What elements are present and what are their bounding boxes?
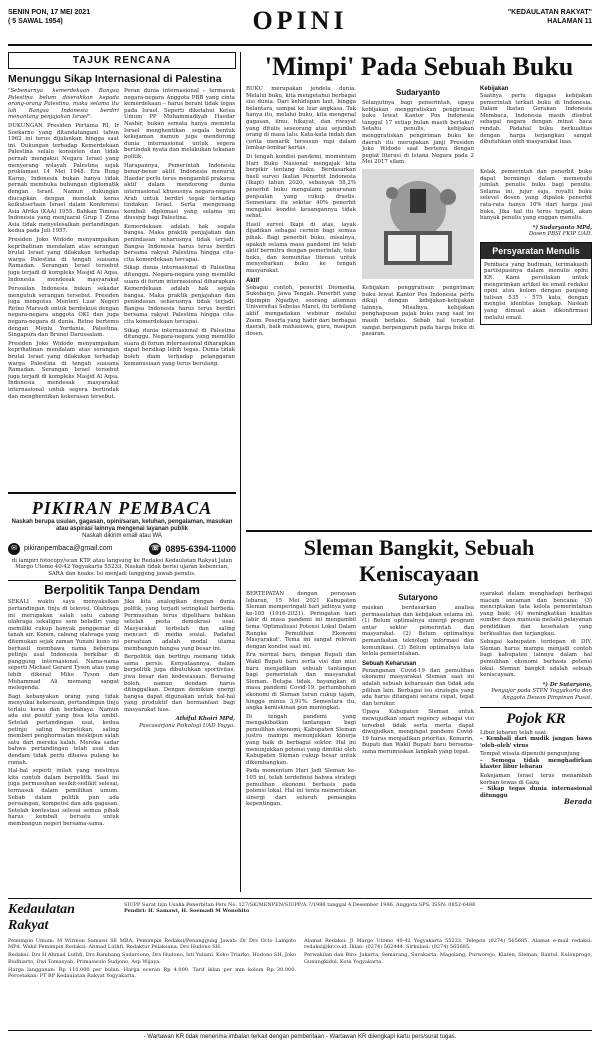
pojok-title: Pojok KR [506,710,566,727]
sleman-body-4: Pada momentum Hari Jadi Sleman ke-105 ini, telah terdefinisi bahwa strategi pemulihan ekonomi berbasis pada potensi lokal. Hal ini tentu memerlukan sinergi dari seluruh pemangku kepentingan. [246,768,356,808]
mimpi-author: Sudaryanto [395,88,440,97]
mimpi-col-2 [362,86,474,166]
persyaratan-box [480,242,592,325]
pembaca-author-role: Pascasarjana Psikologi UAD Yogya. [139,723,235,730]
pembaca-col-2 [124,599,235,827]
tajuk-body-6: Kemerdekaan adalah hak segala bangsa. Maka praktik penjajahan dan penindasan seharusnya tidak terjadi. Bangsa Indonesia harus terus berdiri bersama rakyat Palestina hingga cita-cita kemerdekaan tercapai. [124,223,235,263]
tajuk-title: Menunggu Sikap Internasional di Palestina [8,73,222,85]
pembaca-phone[interactable]: 0895-6394-11000 [165,543,236,554]
mimpi-body-6: Kebijakan penggratisan pengiriman buku lewat Kantor Pos Indonesia perlu dikaji dengan kebijakan-kebijakan lainnya. Misalnya, kebijakan penghapusan pajak buku yang saat ini masih berlaku. Sebab hal tersebut sangat berpengaruh pada harga buku di pasaran. [362,284,474,338]
pembaca-channel: Naskah dikirim email atau WA [82,533,162,539]
whatsapp-icon: ☏ [149,543,161,555]
sleman-body-7: Upaya Kabupaten Sleman untuk mewujudkan smart regency sebagai visi tersebut tidak serta merta dapat diwujudkan, mengingat pandemi Covid-19 harus menjadikan prioritas. Kemarin, Bupati dan Wakil Bupati baru bersama-sama merumuskan langkah yang tepat. [362,709,474,755]
masthead-text [124,902,592,934]
tajuk-body-3-repeat: Persoalan Indonesia bukan sekadar mengutuk serangan tersebut. Presiden juga mengutus Menteri Luar Negeri Retno Marsudi untuk berdiskusi dengan negara-negara anggota OKI dan juga negara-negara di dunia. Retno bertemu dengan Menlu Yordania, Palestina, Singapura dan Brunei Darussalam. [8,286,119,339]
sleman-author: Sutaryono [398,593,438,602]
mimpi-title: 'Mimpi' Pada Sebuah Buku [264,52,574,81]
persyaratan-body: Pembaca yang budiman, terimakasih partisipasinya dalam menulis opini KR. Kami persilakan untuk mengirimkan artikel ke email redaksi opini atau kolom dengan panjang tulisan 535 - 575 kata, dengan mengisi identitas lengkap. Naskah yang dimuat akan dikonfirmasi melalui email. [484,261,588,321]
tajuk-body-1: DUKUNGAN Presiden Pertama RI, Ir Soekarno yang ditandatangani tahun 1962 ini terus dijalankan hingga saat ini. Dukungan terhadap Kemerdekaan Palestina selalu konsisten dan tidak pernah mengakui Negara Israel yang menyerang wilayah Palestina sejak proklamasi 14 Mei 1948. Era Bung Karno, Indonesia bukan hanya tidak pernah membuka hubungan diplomatik dengan Israel. Namun dukungan diucapkan dengan menolak keras keikutsertaan Israel dalam Konferensi Asia Afrika (KAA) 1955. Bahkan Timnas Indonesia yang menjuarai Grup 1 Zona Asia tidak menyelesaikan pertandingan kedua pada Juli 1957. [8,122,119,235]
tajuk-body-7-repeat: Sikap dunia internasional di Palestina ditunggu. Negara-negara yang memiliki suara di forum internasional diharapkan dapat bersikap lebih tegas. Dunia tidak boleh diam terhadap pelanggaran kemanusiaan yang terus berulang. [124,327,235,367]
sleman-col-1 [246,591,356,808]
sleman-sub-1: Sebuah Keharusan [362,660,417,667]
mimpi-sub-2: Kebijakan [480,86,509,92]
sleman-col-2 [362,591,474,808]
pojok-item-1b: – Kembali dari mudik jangan bawa 'oleh-oleh' virus [480,736,592,749]
mail-icon: ✉ [8,543,20,555]
sleman-body-8: syarakat dalam menghadapi berbagai macam ancaman dan bencana; (3) menciptakan tata kelola pemerintahan yang baik; (4) meningkatkan kualitas sumber daya manusia melalui pelayanan pendidikan dan kesehatan yang berkualitas dan terjangkau. [480,591,592,637]
sleman-article [246,530,592,892]
pembaca-body-1: SEKALI waktu saya menyaksikan pertandingan tinju di televisi. Olahraga ini merupakan salah satu cabang olahraga sekaligus seni beladiri yang memiliki cukup banyak penggemar di tanah air. Konon, cabang olahraga yang ditemukan sejak zaman Yunani kuno ini berhasil membawa nama beberapa petinju asal Indonesia berkibar di panggung internasional. Nama-nama seperti Michael Gerard Tyson atau yang lebih dikenal Mike Tyson dan Muhammad Ali memang sangat melegenda. [8,599,119,692]
mimpi-columns [246,86,592,338]
mimpi-article [246,52,592,524]
masthead-details [8,938,592,979]
tajuk-col-1 [8,88,119,284]
tajuk-continued [8,286,236,488]
tajuk-body-2-repeat: Presiden Joko Widodo menyampaikan keprihatinan mendalam atas serangan brutal Israel yang dilakukan terhadap warga Palestina di tengah suasana Ramadan. Serangan Israel tersebut juga terjadi di kompleks Masjid Al Aqsa. Indonesia mendesak masyarakat internasional untuk segera bertindak dan menghentikan kekerasan tersebut. [8,340,119,400]
masthead-left [8,938,296,979]
tajuk-body-7: Sikap dunia internasional di Palestina ditunggu. Negara-negara yang memiliki suara di forum internasional diharapkan [124,265,235,284]
pikiran-pembaca [8,492,236,892]
pembaca-note: di lampiri fotocopy/scan KTP, atau langsung ke Redaksi Kedaulatan Rakyat Jalan Margo Utomo 40-42 Yogyakarta 55233. Naskah tidak berisi ujaran kebencian, SARA dan hoaks. Isi menjadi tanggung jawab penulis. [11,557,233,577]
pembaca-box-title: PIKIRAN PEMBACA [31,498,213,518]
pembaca-col-1 [8,599,119,827]
masthead-row [8,902,592,934]
pembaca-body-2: Bagi kebanyakan orang yang tidak menyukai kekerasan, pertandingan tinju terlalu keras dan berbahaya. Namun ada sisi positif yang bisa kita ambil. Setelah pertandingan usai, kedua petinju saling berpelukan, saling memberi penghormatan meskipun salah satu dari mereka kalah. Mereka sadar bahwa pertandingan telah usai dan dendam tidak perlu dibawa pulang ke rumah. [8,693,119,766]
sleman-body-6: Penanganan Covid-19 dan pemulihan ekonomi masyarakat Sleman saat ini adalah sebuah keharusan dan tidak ada pilihan lain. Berbagai isu strategis yang ada harus ditangani secara cepat, tepat dan terukur. [362,667,474,707]
tajuk-quote: "Sebenarnya kemerdekaan Bangsa Palestina belum diserahkan kepada orang-orang Palestina, maka selama itu lah Bangsa Indonesia berdiri menantang penjajahan Israel". [8,88,119,121]
tajuk-columns [8,88,236,284]
masthead-right [304,938,592,979]
tajuk-continued-columns [8,286,236,400]
header-paper-block [508,8,592,26]
header-date: SENIN PON, 17 MEI 2021 [8,9,91,16]
mimpi-body-7: Saatnya perlu digagas kebijakan pemerintah terkait buku di Indonesia. Dalam Ikatan Gerakan Indonesia Membaca, Indonesia masih disebut sebagai negara dengan minat baca rendah. Padahal buku berkualitas dengan harga terjangkau sangat dibutuhkan oleh masyarakat luas. [480,93,592,146]
column-divider [240,52,241,892]
pojok-sign: Berada [563,797,592,807]
pojok-item-3a: Kekejaman Israel terus menambah korban tewas di Gaza [480,773,592,786]
pojok-kr [480,707,592,807]
pembaca-author: Athiful Khoiri MPd, [175,716,235,723]
tajuk-body-6-repeat: Kemerdekaan adalah hak segala bangsa. Maka praktik penjajahan dan penindasan seharusnya tidak terjadi. Bangsa Indonesia harus terus berdiri bersama rakyat Palestina hingga cita-cita kemerdekaan tercapai. [124,286,235,325]
tajuk-col-2 [124,88,235,284]
pembaca-desc: Naskah berupa usulan, gagasan, opini/saran, keluhan, pengalaman, masukan atau aspirasi lainnya mengenai layanan publik [11,519,233,532]
sleman-body-3: Di tengah pandemi yang mengakibatkan tantangan bagi pemulihan ekonomi, Kabupaten Sleman justru mampu menunjukkan kinerja yang baik di berbagai sektor. Hal ini menunjukkan potensi yang dimiliki oleh Kabupaten Sleman cukup besar untuk dikembangkan. [246,713,356,766]
mimpi-col-4 [480,169,592,338]
masthead-founders: Pendiri: H. Samawi, H. Soemadi M Wonohito [124,908,250,914]
mimpi-col-1 [246,86,356,338]
sleman-signoff-role: Pengajar pada STPN Yogyakarta dan Anggota Dewan Pimpinan Pusat. [491,688,592,701]
sleman-body-1: BERTEPATAN dengan perayaan lebaran, 15 Mei 2021 Kabupaten Sleman memperingati hari jadinya yang ke-105 (1916-2021). Peringatan hari lahir di masa pandemi ini mengambil tema 'Optimalisasi Potensi Lokal Dalam Rangka Pemulihan Ekonomi Masyarakat'. Tema ini sangat relevan dengan kondisi saat ini. [246,591,356,650]
pembaca-body-4: Jika kita analogikan dengan dunia politik, yang terjadi seringkali berbeda. Permusuhan terus dipelihara bahkan setelah pesta demokrasi usai. Masyarakat terbelah dan saling mencaci di media sosial. Padahal persatuan adalah modal utama membangun bangsa yang besar ini. [124,599,235,652]
pojok-item-1a: Libur lebaran telah usai [480,729,546,736]
mimpi-body-5: Selanjutnya bagi pemerintah, upaya kebijakan menggratiskan pengiriman buku lewat Kantor Pos Indonesia tanggal 17 setiap bulan masih berlaku? Setahu penulis, kebijakan menggratiskan pengiriman buku ke daerah itu merupakan janji Presiden Joko Widodo saat bertemu dengan pegiat literasi di Istana Negara pada 2 Mei 2017 silam. [362,100,474,166]
header-page: HALAMAN 11 [547,18,592,25]
mimpi-signoff-role: Dosen PBSI FKIP UAD. [528,231,592,238]
pembaca-contacts [8,543,236,555]
header-hijri: ( 5 SAWAL 1954) [8,18,63,25]
mimpi-right-top [362,86,592,166]
sleman-signoff: *) Dr Sutaryono, [542,681,592,688]
mimpi-body-3: Hasil survei Ikapi di atas, layak dijadikan sebagai cermin bagi semua pihak. Bagi penerbit buku, misalnya, apakah selama masa pandemi ini telah aktif bermitra dengan pemerintah, toko buku, dan komunitas literasi untuk menyebarkan buku ke tengah masyarakat. [246,221,356,275]
persyaratan-title: Persyaratan Menulis [481,243,591,259]
pembaca-title: Berpolitik Tanpa Dendam [44,582,200,598]
mimpi-col-3 [480,86,592,166]
mimpi-right-bottom [362,169,592,338]
tajuk-body-2: Presiden Joko Widodo menyampaikan keprihatinan mendalam atas serangan brutal Israel yang dilakukan terhadap warga Palestina di tengah suasana Ramadan. Serangan Israel tersebut juga terjadi di kompleks Masjid Al Aqsa. Indonesia mendesak masyarakat [8,237,119,283]
sleman-title: Sleman Bangkit, Sebuah Keniscayaan [303,535,535,586]
mimpi-right [362,86,592,338]
sleman-columns [246,591,592,808]
header-paper: "KEDAULATAN RAKYAT" [507,9,592,16]
mimpi-body-4: Sebagai contoh, penerbit Diomedia, Sukoharjo, Jawa Tengah. Penerbit yang dipimpin Ngadiyo, seorang alumnus Universitas Sebelas Maret, itu terbilang aktif mengadakan webinar melalui Zoom. Peserta yang hadir dari berbagai daerah, baik mahasiswa, guru, maupun dosen. [246,284,356,337]
pembaca-columns [8,599,236,827]
pembaca-body-3: Hal-hal seperti inilah yang mestinya kita contoh dalam berpolitik. Saat ini juga permusuhan sesikit-sedikit selesai, termasuk dalam pemilihan umum. Sebab dalam politik pun ada persaingan, kompetisi dan adu gagasan. Setelah kontestasi selesai semua pihak harus kembali bersatu untuk membangun negeri bersama-sama. [8,768,119,827]
masthead-line-2: Redaksi: Drs H Ahmad Luthfi, Drs Bambang Sudarsono, Drs Hudono, Isti Yuliani, Koko Triarko, Hudono SH, Joko Budhiarto, Dwi Tomasyah, Primaswolo Sudjono, Asp Wijaya. [8,952,296,965]
masthead-line-1: Pemimpin Umum: M Wirmon Samawi SE MBA. Pemimpin Redaksi/Penanggung Jawab: Dr Drs Octo Lampito MPd. Wakil Pemimpin Redaksi: Ahmad Luthfi. Redaktur Pelaksana: Drs Hudono SH. [8,938,296,951]
pembaca-phone-row [149,543,236,555]
pembaca-email[interactable]: pikiranpembaca@gmail.com [24,545,113,553]
mimpi-body-2: Di tengah kondisi pandemi, momentum Hari Buku Nasional mengajak kita berpikir tentang buku. Berdasarkan hasil survei Ikatan Penerbit Indonesia (Ikapi) tahun 2020, sebanyak 58,2% penerbit buku mengalami penurunan penjualan yang cukup drastis. Sementara itu sekitar 40% penerbit mengaku kondisi keuangannya tidak sehat. [246,153,356,220]
mimpi-signoff: *) Sudaryanto MPd, [532,224,592,231]
section-title: OPINI [252,6,348,35]
sleman-body-2: Era normal baru, dengan Bupati dan Wakil Bupati baru serta visi dan misi baru menjadikan sebuah tantangan bagi pemerintah dan masyarakat Sleman. Betapa tidak, bayangkan di masa pandemi Covid-19, pertumbuhan ekonomi di Sleman turun cukup tajam, hingga minus 3,91%. Sementara itu, angka kemiskinan pun meningkat. [246,652,356,712]
mimpi-sub-1: Aktif [246,277,260,284]
sleman-col-3 [480,591,592,808]
tajuk-body-4: Peran dunia internasional – termasuk negara-negara Anggota PBB yang cinta kemerdekaan – harus berani tidak tegas pada Israel. Seperti diketahui Ketua Umum PP Muhammadiyah Haedar Nashir, bukan semata hanya meminta Israel menghentikan segala bentuk kekejaman namun juga mendorong dunia internasional untuk segera bertindak nyata dan melakukan tekanan politik. [124,88,235,160]
sleman-body-5: muskan berdasarkan analisa permasalahan dan kebijakan selama ini. (1) Belum optimalnya sinergi program antar sektor pemerintah dan masyarakat. (2) Belum optimalnya pemanfaatan teknologi informasi dan komunikasi. (3) Belum optimalnya tata kelola pemerintahan. [362,605,474,658]
masthead-line-3: Alamat Redaksi: Jl Margo Utomo 40-42 Yogyakarta 55233. Telepon (0274) 565685. Alamat e-mail redaksi: redaksi@kr.co.id. Iklan: (0274) 562444. Sirkulasi: (0274) 565685. [304,938,592,951]
tajuk-continued-col-1 [8,286,119,400]
mimpi-illustration-col [362,169,474,338]
tajuk-body-5: Harapannya, Pemerintah Indonesia benar-benar aktif. Indonesia menurut Haedar perlu terus mengambil prakarsa aktif dalam mendorong dunia internasional khususnya negara-negara Arab untuk berdiri tegak terhadap tindakan Israel. Serta mengenang kembali diplomasi yang selama ini diusung bagi Palestina. [124,162,235,222]
tajuk-continued-col-2 [124,286,235,400]
divider [8,580,236,581]
pembaca-email-row [8,543,112,555]
pembaca-body-5: Berpolitik dan bertinju memang tidak sama persis. Kenyataannya, dalam berpolitik juga dibutuhkan sportivitas, jiwa besar dan kedewasaan. Bersaing boleh, namun dendam harus ditinggalkan. Dengan demikian energi bangsa dapat digunakan untuk hal-hal yang produktif dan bermanfaat bagi masyarakat luas. [124,654,235,713]
pojok-item-2b: – Semoga tidak menghadirkan klaster libur lebaran [480,757,592,771]
page-bottom-note: - Wartawan KR tidak menerima imbalan terkait dengan pemberitaan - Wartawan KR dilengkapi kartu pers/surat tugas. [8,1030,592,1040]
page-header [8,6,592,46]
masthead-line-4: Perwakilan dan Biro: Jakarta, Semarang, Surakarta, Magelang, Purworejo, Klaten, Sleman, Bantul, Kulonprogo, Gunungkidul, Kota Yogyakarta. [304,952,592,965]
sleman-body-9: Sebagai kabupaten terdepan di DIY, Sleman harus mampu menjadi contoh bagi kabupaten lainnya dalam hal pemulihan ekonomi berbasis potensi lokal. Sleman bangkit adalah sebuah keniscayaan. [480,639,592,679]
masthead-logo: Kedaulatan Rakyat [8,902,75,933]
pojok-item-2a: Tempat wisata dipenuhi pengunjung [480,751,580,758]
masthead-footer [8,898,592,1026]
mimpi-body-8: Kelak, pemerintah dan penerbit buku dapat bermimpi dalam memenuhi jumlah penulis buku bagi penulis. Selama ini, jujur saja, royalti buku selevel dosen yang dipatok penerbit rata-rata hanya 10% dari harga jual buku. Jika hal itu terus terjadi, akan banyak penulis yang enggan menulis. [480,168,592,222]
tajuk-rencana [8,52,236,284]
masthead-siup: SIUPP Surat Izin Usaha Penerbitan Pers No. 127/SK/MENPEN/SIUPP/A.7/1986 tanggal 4 Desember 1986. Anggota SPS, ISSN: 0852-6486 [124,902,476,908]
tajuk-box-title: TAJUK RENCANA [8,52,236,69]
masthead-line-5: Harga langganan: Rp 110.000 per bulan. Harga eceran Rp 4.000. Tarif iklan per mm kolom Rp 30.000. Percetakan: PT BP Kedaulatan Rakyat Yogyakarta. [8,966,296,980]
mimpi-body-1: BUKU merupakan jendela dunia. Melalui buku, kita mengetahui berbagai sisi dunia. Dari kehidupan laut, hingga belantara, sampai ke luar angkasa. Tak hanya itu, melalui buku, kita mengenal gagasan, ilmu, hikayat, dan riwayat yang ditulis seseorang atau sejumlah orang di masa lalu. Kata-kata indah dan cerita menarik tersusun rapi dalam lembar-lembar kertas. [246,86,356,152]
pojok-item-3b: – Sikap tegas dunia internasional ditunggu [480,786,592,799]
book-illustration [362,169,474,279]
